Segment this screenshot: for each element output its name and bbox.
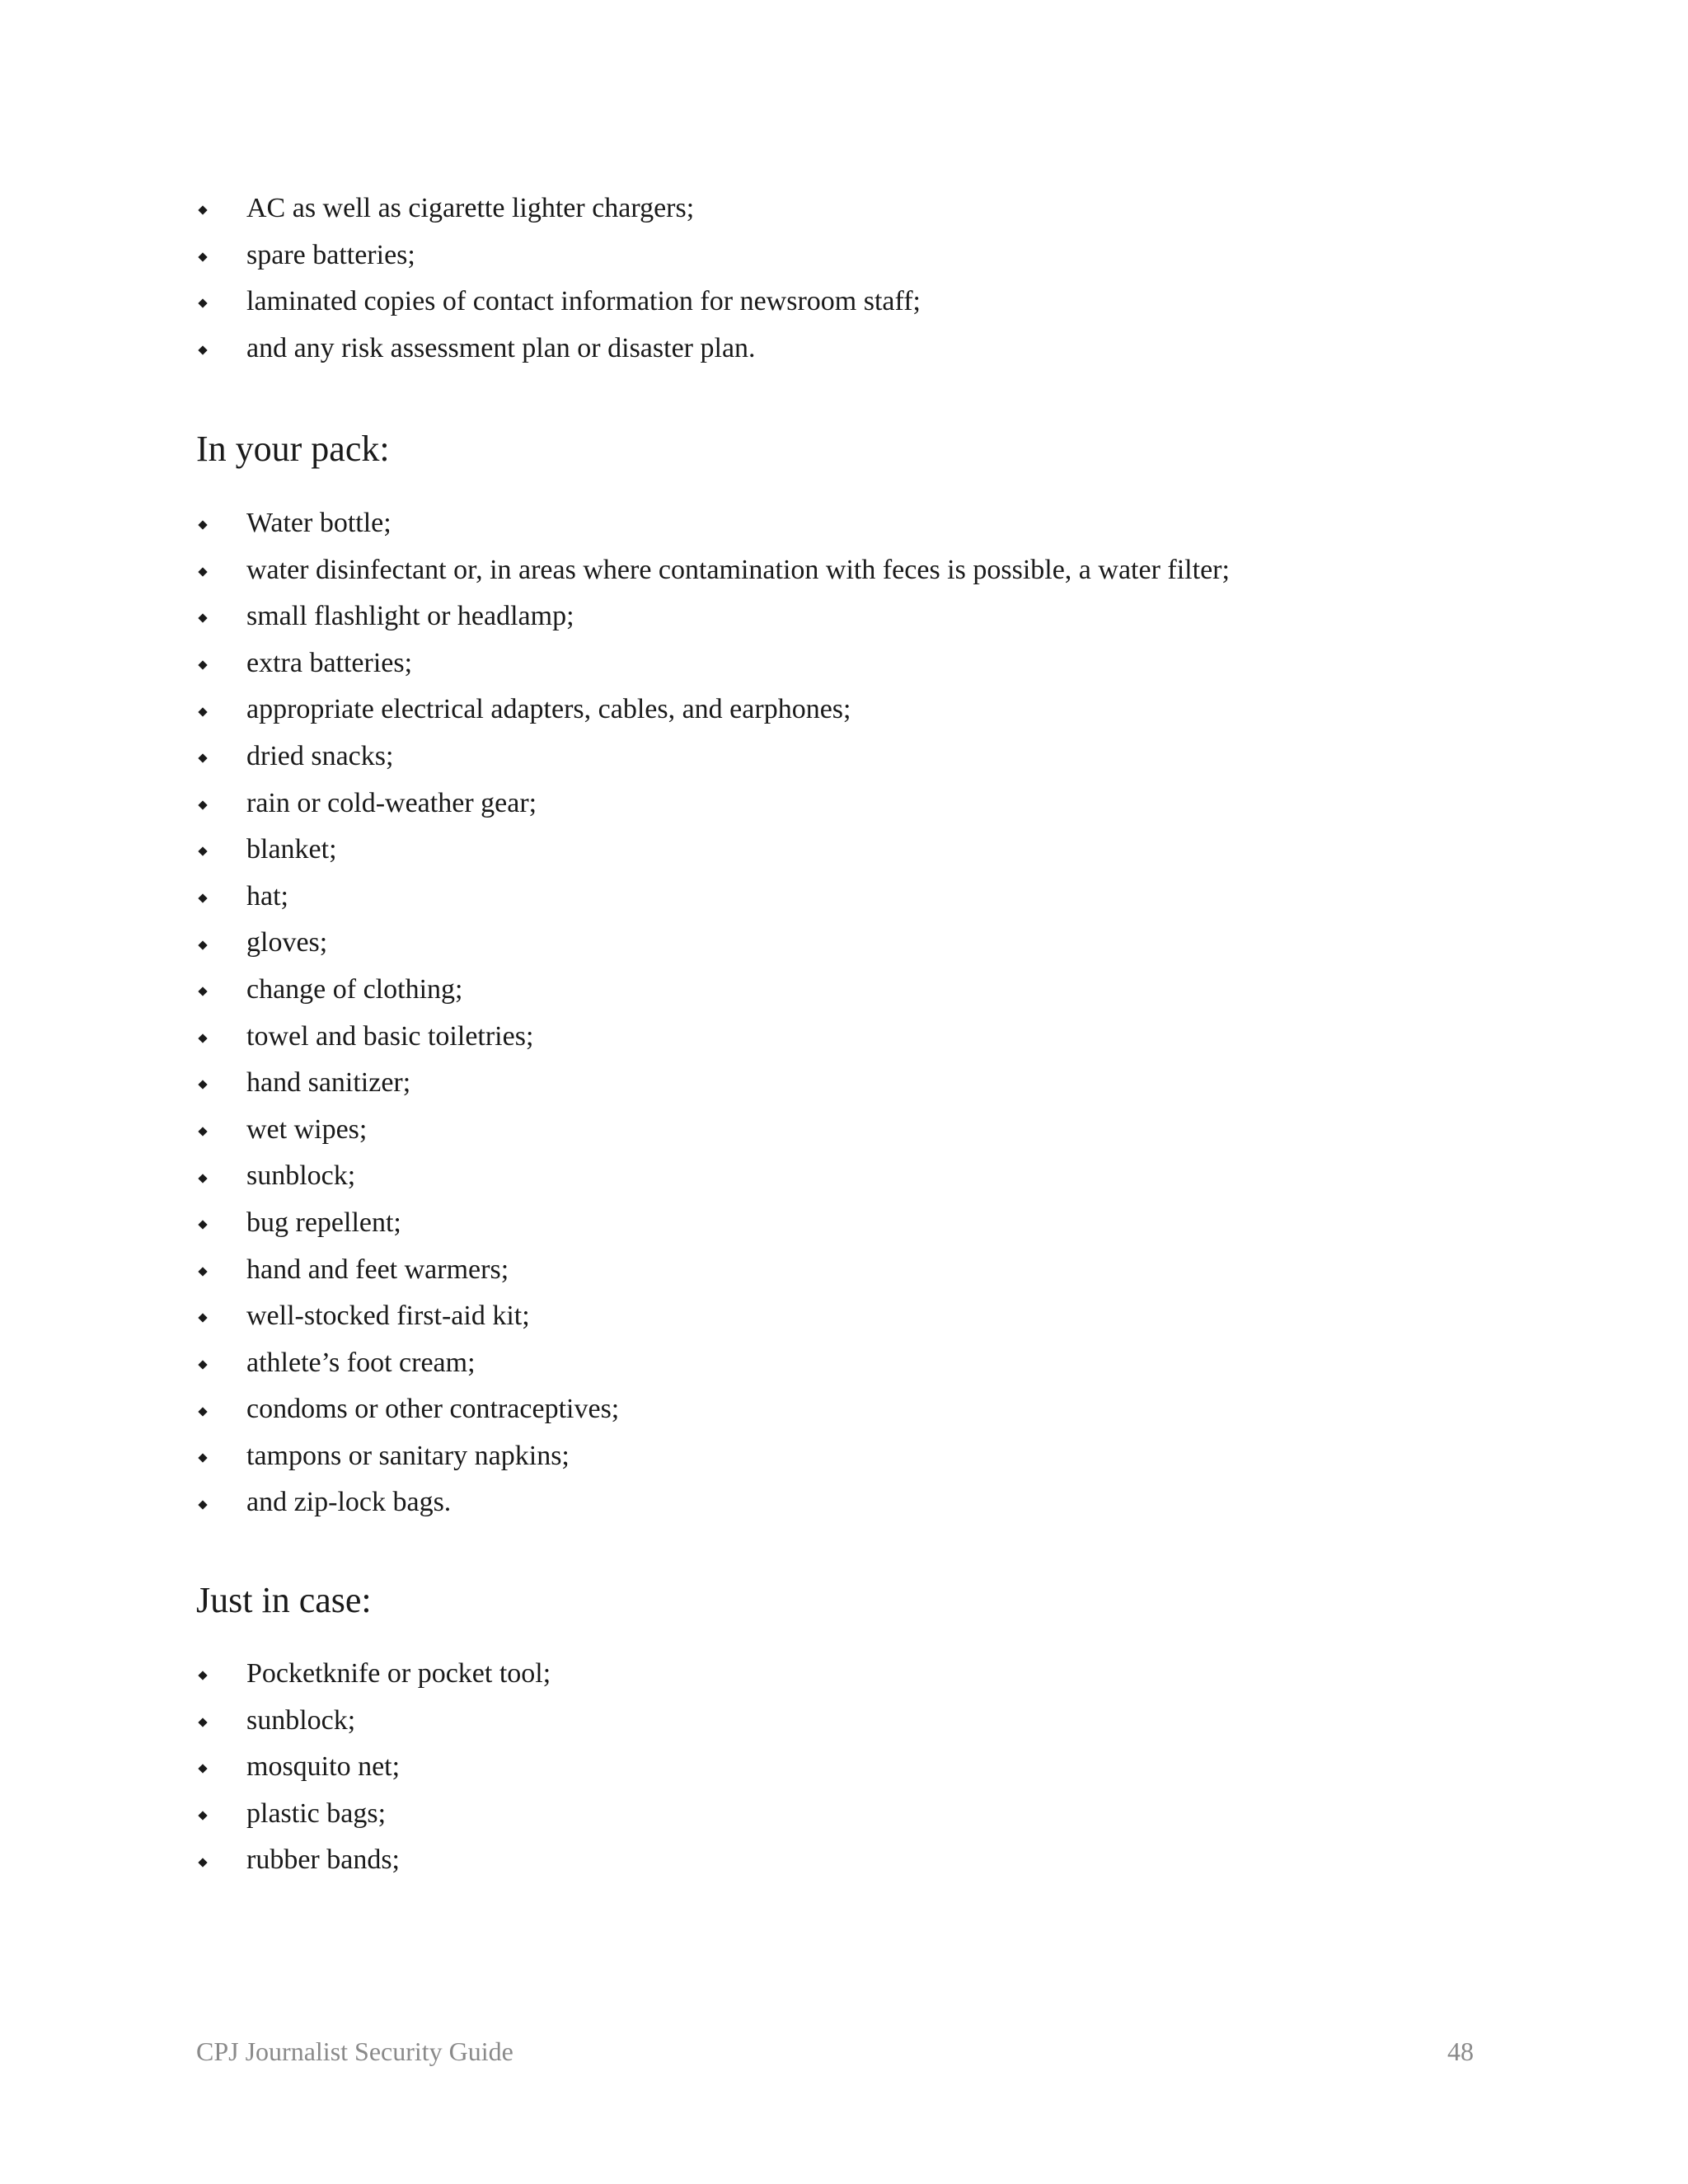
footer-title: CPJ Journalist Security Guide: [196, 2036, 513, 2066]
list-item: [198, 780, 1517, 827]
list-item-text: dried snacks;: [246, 740, 394, 771]
list-item: [198, 1479, 1517, 1526]
list-item-text: sunblock;: [246, 1704, 356, 1736]
bullet-icon: [198, 593, 208, 640]
bullet-icon: [198, 1791, 208, 1838]
list-item: [198, 1698, 1517, 1745]
bullet-icon: [198, 185, 208, 232]
list-item: [198, 1107, 1517, 1154]
bullet-icon: [198, 500, 208, 547]
list-item-text: mosquito net;: [246, 1751, 401, 1783]
section-heading-pack: In your pack:: [196, 429, 390, 469]
bullet-icon: [198, 967, 208, 1014]
list-item-text: small flashlight or headlamp;: [246, 601, 574, 632]
bullet-icon: [198, 1386, 208, 1433]
page-number: 48: [1447, 2036, 1474, 2066]
bullet-icon: [198, 1340, 208, 1387]
list-item: [198, 874, 1517, 921]
list-item-text: laminated copies of contact information for newsroom staff;: [246, 286, 921, 317]
list-item-text: Pocketknife or pocket tool;: [246, 1658, 551, 1689]
bullet-icon: [198, 1247, 208, 1294]
list-item-text: extra batteries;: [246, 647, 413, 678]
bullet-icon: [198, 326, 208, 373]
pack-list: [198, 500, 1517, 1526]
bullet-icon: [198, 1014, 208, 1061]
section-heading-just-in-case: Just in case:: [196, 1580, 372, 1620]
list-item-text: hand and feet warmers;: [246, 1254, 509, 1285]
bullet-icon: [198, 733, 208, 780]
list-item: [198, 1837, 1517, 1884]
list-item-text: condoms or other contraceptives;: [246, 1394, 620, 1425]
bullet-icon: [198, 1433, 208, 1480]
list-item-text: hand sanitizer;: [246, 1067, 411, 1099]
bullet-icon: [198, 1293, 208, 1340]
list-item-text: bug repellent;: [246, 1207, 401, 1238]
bullet-icon: [198, 687, 208, 733]
bullet-icon: [198, 547, 208, 594]
bullet-icon: [198, 1698, 208, 1745]
list-item: [198, 232, 1517, 279]
list-item: [198, 1014, 1517, 1061]
list-item: [198, 1651, 1517, 1698]
list-item: [198, 1293, 1517, 1340]
bullet-icon: [198, 1200, 208, 1247]
list-item: [198, 1744, 1517, 1791]
list-item: [198, 1200, 1517, 1247]
bullet-icon: [198, 279, 208, 326]
list-item: [198, 827, 1517, 874]
bullet-icon: [198, 1060, 208, 1107]
list-item-text: sunblock;: [246, 1160, 356, 1192]
list-item: [198, 547, 1517, 594]
list-item-text: blanket;: [246, 834, 337, 865]
list-item: [198, 1433, 1517, 1480]
bullet-icon: [198, 640, 208, 687]
list-item-text: appropriate electrical adapters, cables, and earphones;: [246, 694, 851, 725]
bullet-icon: [198, 1479, 208, 1526]
list-item: [198, 1386, 1517, 1433]
bullet-icon: [198, 232, 208, 279]
bullet-icon: [198, 1744, 208, 1791]
bullet-icon: [198, 827, 208, 874]
list-item-text: change of clothing;: [246, 973, 463, 1005]
bullet-icon: [198, 1153, 208, 1200]
list-item: [198, 733, 1517, 780]
list-item-text: towel and basic toiletries;: [246, 1020, 534, 1052]
list-item-text: tampons or sanitary napkins;: [246, 1440, 570, 1471]
list-item-text: hat;: [246, 880, 288, 912]
list-item-text: rain or cold-weather gear;: [246, 787, 537, 818]
bullet-icon: [198, 1107, 208, 1154]
bullet-icon: [198, 1651, 208, 1698]
just-in-case-list: [198, 1651, 1517, 1884]
list-item: [198, 1060, 1517, 1107]
list-item-text: wet wipes;: [246, 1113, 368, 1145]
list-item-text: spare batteries;: [246, 239, 415, 270]
list-item: [198, 967, 1517, 1014]
list-item: [198, 593, 1517, 640]
list-item-text: and any risk assessment plan or disaster plan.: [246, 332, 756, 363]
list-item-text: rubber bands;: [246, 1844, 401, 1876]
list-item: [198, 1153, 1517, 1200]
list-item-text: Water bottle;: [246, 508, 392, 538]
list-item-text: plastic bags;: [246, 1797, 387, 1829]
list-item: [198, 185, 1517, 232]
list-item-text: well-stocked first-aid kit;: [246, 1301, 530, 1332]
list-item-text: athlete’s foot cream;: [246, 1347, 476, 1378]
intro-list: [198, 185, 1517, 372]
list-item: [198, 1340, 1517, 1387]
list-item: [198, 1247, 1517, 1294]
list-item: [198, 500, 1517, 547]
list-item-text: water disinfectant or, in areas where contamination with feces is possible, a water filter;: [246, 554, 1230, 585]
list-item: [198, 279, 1517, 326]
bullet-icon: [198, 1837, 208, 1884]
list-item: [198, 687, 1517, 733]
list-item: [198, 326, 1517, 373]
list-item-text: AC as well as cigarette lighter chargers;: [246, 193, 695, 223]
bullet-icon: [198, 874, 208, 921]
list-item-text: gloves;: [246, 927, 328, 958]
bullet-icon: [198, 780, 208, 827]
bullet-icon: [198, 920, 208, 967]
list-item: [198, 920, 1517, 967]
list-item-text: and zip-lock bags.: [246, 1487, 452, 1518]
list-item: [198, 640, 1517, 687]
list-item: [198, 1791, 1517, 1838]
